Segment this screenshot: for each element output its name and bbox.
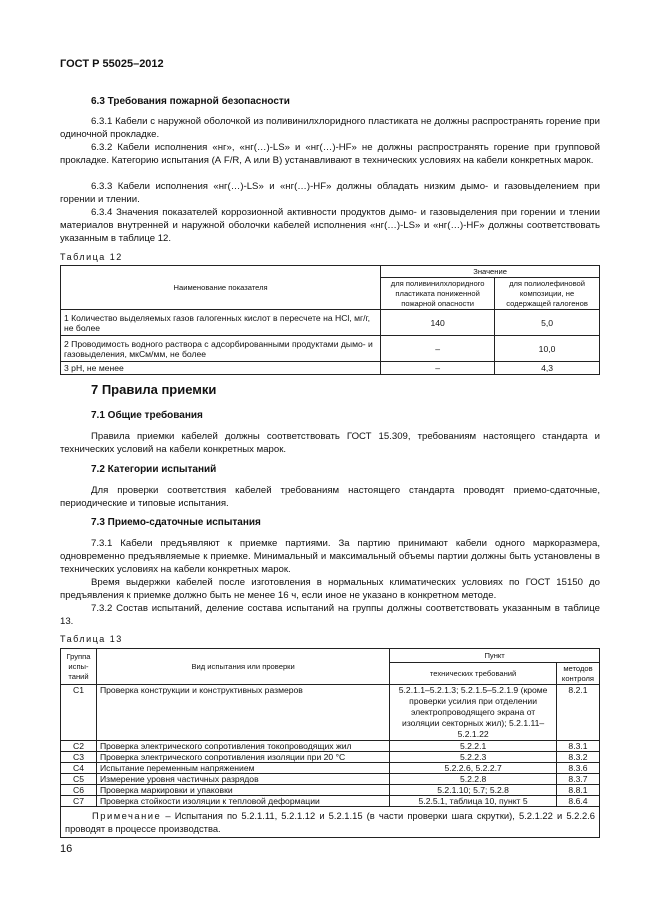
table-row <box>61 785 600 796</box>
section-7-2-title: 7.2 Категории испытаний <box>91 464 217 475</box>
table-13-cell-method: 8.3.1 <box>556 741 599 752</box>
paragraph-6-3-1: 6.3.1 Кабели с наружной оболочкой из поливинилхлоридного пластиката не должны распространять горение при одиночной прокладке. <box>60 116 600 140</box>
table-13-cell-type: Проверка электрического сопротивления токопроводящих жил <box>96 741 389 752</box>
paragraph-6-3-3: 6.3.3 Кабели исполнения «нг(…)-LS» и «нг(…)-HF» должны обладать низким дымо- и газовыделением при горении и тлении. <box>60 181 600 205</box>
table-13-note-text: – Испытания по 5.2.1.11, 5.2.1.12 и 5.2.1.15 (в части проверки шага скрутки), 5.2.1.22 и 5.2.2.6 проводят в процессе производства. <box>65 810 595 834</box>
table-13-cell-tech: 5.2.1.1–5.2.1.3; 5.2.1.5–5.2.1.9 (кроме проверки усилия при отделении электропроводящего экрана от изоляции секторных жил); 5.2.1.11–5.2.1.22 <box>390 685 557 741</box>
table-13-note <box>61 807 600 838</box>
table-13-header-methods: методов контроля <box>556 663 599 685</box>
paragraph-7-3-1: 7.3.1 Кабели предъявляют к приемке партиями. За партию принимают кабели одного маркоразмера, одновременно предъявляемые к приемке. Минимальный и максимальный объемы партии должны быть установлены в технических условиях на кабели конкретных марок. <box>60 538 600 575</box>
section-7-3-title: 7.3 Приемо-сдаточные испытания <box>91 517 261 528</box>
table-13-cell-method: 8.3.2 <box>556 752 599 763</box>
table-13-cell-method: 8.2.1 <box>556 685 599 741</box>
table-row <box>61 774 600 785</box>
table-12-header-poly: для полиолефиновой композиции, не содержащей галогенов <box>495 278 600 310</box>
paragraph-6-3-4: 6.3.4 Значения показателей коррозионной активности продуктов дымо- и газовыделения при горении и тлении материалов внутренней и наружной оболочки кабелей исполнения «нг(…)-LS» и «нг(…)-HF» должны соответствовать указанным в таблице 12. <box>60 207 600 244</box>
section-7-title: 7 Правила приемки <box>91 382 217 397</box>
table-13-cell-tech: 5.2.5.1, таблица 10, пункт 5 <box>390 796 557 807</box>
table-13-cell-tech: 5.2.2.3 <box>390 752 557 763</box>
table-13-cell-group: С5 <box>61 774 97 785</box>
table-12-cell-name: 1 Количество выделяемых газов галогенных кислот в пересчете на HCl, мг/г, не более <box>61 310 381 336</box>
table-13-cell-method: 8.3.6 <box>556 763 599 774</box>
table-12 <box>60 265 600 375</box>
table-12-cell-pvc: 140 <box>381 310 495 336</box>
section-6-3-title: 6.3 Требования пожарной безопасности <box>91 96 290 107</box>
table-13-cell-type: Проверка стойкости изоляции к тепловой деформации <box>96 796 389 807</box>
table-13 <box>60 648 600 838</box>
table-row <box>61 796 600 807</box>
table-12-cell-pvc: – <box>381 362 495 375</box>
table-13-cell-type: Проверка конструкции и конструктивных размеров <box>96 685 389 741</box>
table-row <box>61 685 600 741</box>
paragraph-6-3-2: 6.3.2 Кабели исполнения «нг», «нг(…)-LS» и «нг(…)-HF» не должны распространять горение при групповой прокладке. Категорию испытания (А F/R, А или В) устанавливают в технических условиях на кабели конкретных марок. <box>60 142 600 166</box>
table-12-cell-poly: 4,3 <box>495 362 600 375</box>
table-13-cell-type: Проверка маркировки и упаковки <box>96 785 389 796</box>
table-13-cell-method: 8.8.1 <box>556 785 599 796</box>
table-12-cell-name: 2 Проводимость водного раствора с адсорбированными продуктами дымо- и газовыделения, мкСм/мм, не более <box>61 336 381 362</box>
table-12-caption: Таблица 12 <box>60 252 123 262</box>
table-13-cell-group: С6 <box>61 785 97 796</box>
table-13-cell-type: Проверка электрического сопротивления изоляции при 20 °С <box>96 752 389 763</box>
table-13-cell-type: Испытание переменным напряжением <box>96 763 389 774</box>
table-row <box>61 336 600 362</box>
table-13-header-punkt: Пункт <box>390 649 600 663</box>
table-12-header-value: Значение <box>381 266 600 278</box>
table-13-cell-type: Измерение уровня частичных разрядов <box>96 774 389 785</box>
table-13-cell-method: 8.6.4 <box>556 796 599 807</box>
table-13-cell-tech: 5.2.2.1 <box>390 741 557 752</box>
table-13-cell-method: 8.3.7 <box>556 774 599 785</box>
table-13-cell-group: С7 <box>61 796 97 807</box>
table-12-header-name: Наименование показателя <box>61 266 381 310</box>
table-12-cell-poly: 5,0 <box>495 310 600 336</box>
table-row <box>61 741 600 752</box>
table-13-header-type: Вид испытания или проверки <box>96 649 389 685</box>
paragraph-7-2: Для проверки соответствия кабелей требованиям настоящего стандарта проводят приемо-сдаточные, периодические и типовые испытания. <box>60 485 600 509</box>
table-row <box>61 752 600 763</box>
table-13-cell-group: С1 <box>61 685 97 741</box>
table-13-note-label: Примечание <box>92 810 162 821</box>
paragraph-7-3-1-b: Время выдержки кабелей после изготовления в нормальных климатических условиях по ГОСТ 15150 до предъявления к приемке должно быть не менее 16 ч, если иное не указано в конкретном методе. <box>60 577 600 601</box>
table-note-row <box>61 807 600 838</box>
table-12-cell-pvc: – <box>381 336 495 362</box>
table-12-cell-name: 3 pH, не менее <box>61 362 381 375</box>
table-12-header-pvc: для поливинилхлоридного пластиката пониженной пожарной опасности <box>381 278 495 310</box>
table-13-cell-group: С3 <box>61 752 97 763</box>
table-row <box>61 310 600 336</box>
table-13-cell-tech: 5.2.2.8 <box>390 774 557 785</box>
table-row <box>61 362 600 375</box>
table-13-cell-tech: 5.2.2.6, 5.2.2.7 <box>390 763 557 774</box>
table-13-cell-group: С4 <box>61 763 97 774</box>
table-13-header-tech: технических требований <box>390 663 557 685</box>
document-header: ГОСТ Р 55025–2012 <box>60 58 164 70</box>
paragraph-7-1: Правила приемки кабелей должны соответствовать ГОСТ 15.309, требованиям настоящего стандарта и технических условий на кабели конкретных марок. <box>60 431 600 455</box>
table-13-cell-tech: 5.2.1.10; 5.7; 5.2.8 <box>390 785 557 796</box>
table-12-cell-poly: 10,0 <box>495 336 600 362</box>
table-13-header-group: Группа испы-таний <box>61 649 97 685</box>
table-row <box>61 763 600 774</box>
table-13-cell-group: С2 <box>61 741 97 752</box>
paragraph-7-3-2: 7.3.2 Состав испытаний, деление состава испытаний на группы должны соответствовать указанным в таблице 13. <box>60 603 600 627</box>
page-number: 16 <box>60 843 73 855</box>
table-13-caption: Таблица 13 <box>60 634 123 644</box>
section-7-1-title: 7.1 Общие требования <box>91 410 203 421</box>
